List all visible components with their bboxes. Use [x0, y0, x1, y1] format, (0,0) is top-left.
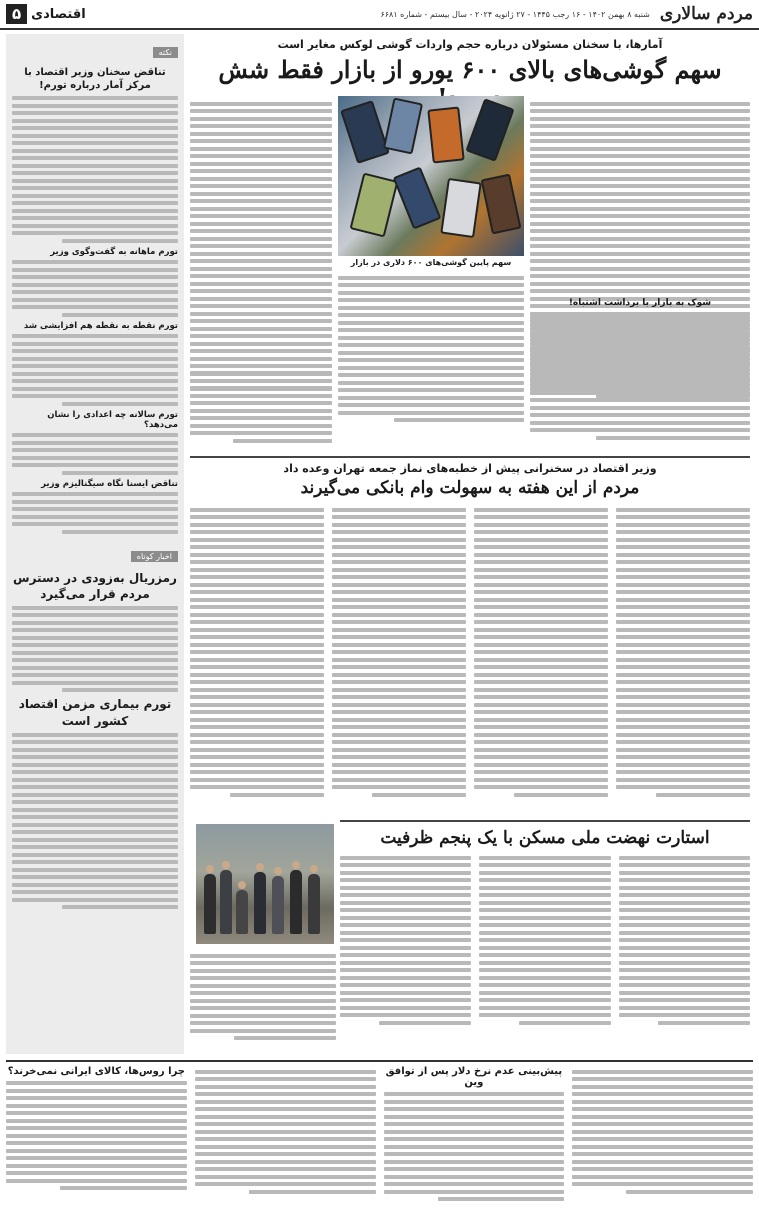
text-lines [12, 492, 178, 534]
lead-headline: سهم گوشی‌های بالای ۶۰۰ یورو از بازار فقط شش [218, 55, 722, 84]
text-lines [12, 96, 178, 243]
section-label: اقتصادی [31, 6, 86, 22]
lead-column-left-2 [190, 360, 332, 446]
text-lines [12, 260, 178, 317]
bottom-headline: چرا روس‌ها، کالای ایرانی نمی‌خرند؟ [7, 1066, 185, 1077]
lead-column-left [190, 98, 332, 402]
sidebar-block-news [12, 544, 178, 910]
sidebar-block-inflation [12, 40, 178, 534]
smartphones-photo [338, 96, 524, 256]
page-number: ۵ [6, 4, 27, 24]
sidebar-subtitle: تورم سالانه چه اعدادی را نشان می‌دهد؟ [47, 409, 178, 430]
text-lines [12, 433, 178, 475]
text-lines [12, 606, 178, 693]
bottom-column [572, 1066, 753, 1210]
lead-column-middle [338, 272, 524, 426]
lead-subhead: شوک به بازار با برداشت اشتباه! [568, 298, 712, 308]
sidebar [6, 34, 184, 1054]
lead-column-right-2 [530, 312, 750, 443]
bottom-column [195, 1066, 376, 1210]
crowd-photo [196, 824, 334, 944]
story3-column-left [190, 950, 336, 1044]
story3-body [340, 852, 750, 1028]
sidebar-subtitle: تورم ماهانه به گفت‌وگوی وزیر [50, 246, 178, 257]
story2-kicker: وزیر اقتصاد در سخنرانی پیش از خطبه‌های نماز جمعه تهران وعده داد [283, 462, 657, 475]
brand-logo: مردم سالاری [659, 4, 753, 24]
text-lines [12, 334, 178, 406]
bottom-column [6, 1066, 187, 1210]
sidebar-label: اخبار کوتاه [131, 551, 178, 562]
issue-line: شنبه ۸ بهمن ۱۴۰۲ - ۱۶ رجب ۱۴۴۵ - ۲۷ ژانویه ۲۰۲۴ - سال بیستم - شماره ۶۶۸۱ [380, 9, 650, 19]
bottom-column [384, 1066, 565, 1210]
story3-headline: استارت نهضت ملی مسکن با یک پنجم ظرفیت [380, 828, 710, 848]
story2-body [190, 504, 750, 800]
section-tag [6, 4, 86, 24]
sidebar-subtitle: تورم نقطه به نقطه هم افزایشی شد [23, 320, 178, 331]
sidebar-title: تناقض سخنان وزیر اقتصاد با مرکز آمار درباره تورم! [24, 67, 166, 91]
bottom-headline: پیش‌بینی عدم نرخ دلار پس از توافق وین [385, 1066, 563, 1088]
story2-headline: مردم از این هفته به سهولت وام بانکی می‌گیرند [300, 478, 640, 498]
section-divider [340, 820, 750, 822]
sidebar-headline: رمزریال به‌زودی در دسترس مردم قرار می‌گیرد [13, 570, 177, 601]
bottom-strip [6, 1060, 753, 1210]
text-lines [12, 733, 178, 910]
lead-kicker: آمارها، با سخنان مسئولان درباره حجم واردات گوشی لوکس مغایر است [277, 38, 663, 51]
section-divider [190, 456, 750, 458]
sidebar-label: نکته [153, 47, 178, 58]
photo-caption: سهم پایین گوشی‌های ۶۰۰ دلاری در بازار [350, 258, 512, 267]
masthead [0, 0, 759, 30]
sidebar-headline: تورم بیماری مزمن اقتصاد کشور است [18, 697, 172, 728]
sidebar-subtitle: تناقض ایسنا نگاه سیگنالیزم وزیر [41, 478, 178, 489]
